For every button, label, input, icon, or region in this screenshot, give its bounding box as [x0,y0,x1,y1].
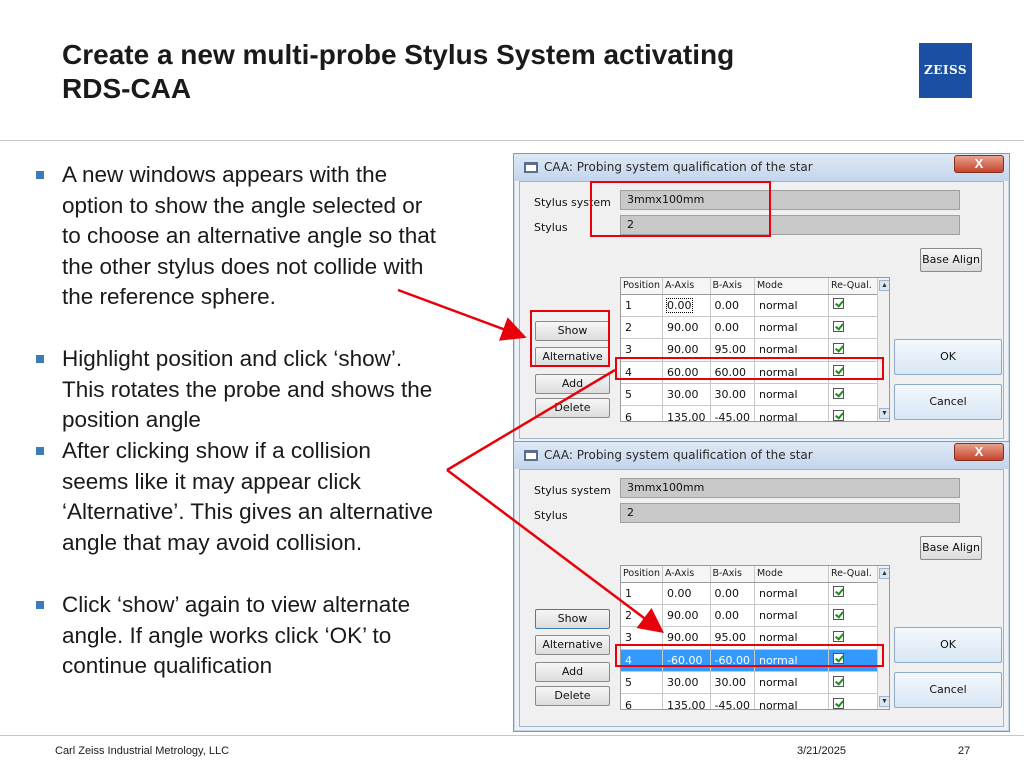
bullet-line: After clicking show if a collision [62,438,371,463]
base-align-button[interactable]: Base Align [920,536,982,560]
mode-cell: normal [754,672,828,694]
footer-date: 3/21/2025 [797,745,846,757]
base-align-button[interactable]: Base Align [920,248,982,272]
add-button[interactable]: Add [535,662,610,682]
a-axis-cell: 90.00 [663,604,711,626]
position-cell: 1 [621,582,663,604]
mode-cell: normal [754,406,828,422]
mode-cell: normal [754,694,828,710]
bullet-line: This rotates the probe and shows the [62,376,433,402]
mode-cell: normal [754,316,828,338]
cancel-button[interactable]: Cancel [894,384,1002,420]
bullet-line: A new windows appears with the [62,162,388,187]
position-cell: 3 [621,627,663,649]
a-axis-cell: 135.00 [663,406,711,422]
position-cell: 3 [621,339,663,361]
slide-title-line-1: Create a new multi-probe Stylus System activating [62,39,735,70]
mode-cell: normal [754,604,828,626]
position-cell: 5 [621,384,663,406]
column-header[interactable]: Re-Qual. [828,566,882,582]
b-axis-cell: 60.00 [710,361,754,383]
mode-cell: normal [754,339,828,361]
bullet-line: Click ‘show’ again to view alternate [62,592,411,617]
stylus-system-field[interactable]: 3mmx100mm [620,478,960,498]
bullet-line: ‘Alternative’. This gives an alternative [62,499,434,524]
b-axis-cell: -45.00 [710,406,754,422]
b-axis-cell: -45.00 [710,694,754,710]
stylus-system-label: Stylus system [534,484,611,497]
close-button[interactable]: X [954,155,1004,173]
stylus-label: Stylus [534,509,568,522]
a-axis-cell[interactable]: 0.00 [667,298,692,312]
stylus-field[interactable]: 2 [620,215,960,235]
a-axis-cell: -60.00 [663,649,711,671]
arrow-to-show-button [398,290,522,336]
bullet-line: to choose an alternative angle so that [62,223,437,248]
a-axis-cell: 90.00 [663,316,711,338]
a-axis-cell: 60.00 [663,361,711,383]
b-axis-cell: 0.00 [710,604,754,626]
position-cell: 4 [621,649,663,671]
show-button[interactable]: Show [535,609,610,629]
column-header[interactable]: Position [621,278,663,294]
mode-cell: normal [754,384,828,406]
b-axis-cell: -60.00 [710,649,754,671]
scroll-up-icon[interactable]: ▲ [879,568,890,579]
show-button[interactable]: Show [535,321,610,341]
mode-cell: normal [754,582,828,604]
column-header[interactable]: Mode [754,566,828,582]
mode-cell: normal [754,361,828,383]
bullet-line: Highlight position and click ‘show’. [62,346,403,371]
column-header[interactable]: Re-Qual. [828,278,882,294]
dialog-title: CAA: Probing system qualification of the star [544,448,813,462]
close-button[interactable]: X [954,443,1004,461]
ok-button[interactable]: OK [894,339,1002,375]
a-axis-cell: 0.00 [663,582,711,604]
bullet-line: the reference sphere. [62,284,276,309]
scroll-up-icon[interactable]: ▲ [879,280,890,291]
alternative-button[interactable]: Alternative [535,347,610,367]
delete-button[interactable]: Delete [535,398,610,418]
stylus-system-field[interactable]: 3mmx100mm [620,190,960,210]
a-axis-cell: 30.00 [663,384,711,406]
scroll-down-icon[interactable]: ▼ [879,408,890,419]
mode-cell: normal [754,627,828,649]
column-header[interactable]: A-Axis [663,566,711,582]
bullet-line: the other stylus does not collide with [62,253,424,279]
b-axis-cell: 30.00 [710,384,754,406]
scroll-down-icon[interactable]: ▼ [879,696,890,707]
b-axis-cell: 30.00 [710,672,754,694]
column-header[interactable]: A-Axis [663,278,711,294]
ok-button[interactable]: OK [894,627,1002,663]
b-axis-cell: 95.00 [710,627,754,649]
position-cell: 2 [621,604,663,626]
cancel-button[interactable]: Cancel [894,672,1002,708]
bullet-line: angle that may avoid collision. [62,529,363,555]
a-axis-cell: 90.00 [663,339,711,361]
column-header[interactable]: Mode [754,278,828,294]
b-axis-cell: 0.00 [710,294,754,316]
b-axis-cell: 95.00 [710,339,754,361]
bullet-line: angle. If angle works click ‘OK’ to [62,622,392,648]
arrow-connector-upper [447,370,615,470]
arrow-to-alternate-row [447,470,660,630]
alternative-button[interactable]: Alternative [535,635,610,655]
zeiss-logo: ZEISS [919,43,972,98]
footer-page-number: 27 [958,745,971,757]
position-cell: 2 [621,316,663,338]
dialog-title: CAA: Probing system qualification of the star [544,160,813,174]
position-cell: 4 [621,361,663,383]
bullet-line: seems like it may appear click [62,468,361,494]
position-cell: 5 [621,672,663,694]
stylus-field[interactable]: 2 [620,503,960,523]
add-button[interactable]: Add [535,374,610,394]
footer-divider [0,735,1024,736]
position-cell: 6 [621,406,663,422]
column-header[interactable]: B-Axis [710,566,754,582]
bullet-line: position angle [62,407,201,432]
footer-company: Carl Zeiss Industrial Metrology, LLC [55,745,230,757]
stylus-label: Stylus [534,221,568,234]
a-axis-cell: 135.00 [663,694,711,710]
slide-title-line-2: RDS-CAA [62,73,192,104]
b-axis-cell: 0.00 [710,316,754,338]
column-header[interactable]: B-Axis [710,278,754,294]
position-cell: 1 [621,294,663,316]
a-axis-cell: 90.00 [663,627,711,649]
a-axis-cell: 30.00 [663,672,711,694]
delete-button[interactable]: Delete [535,686,610,706]
mode-cell: normal [754,649,828,671]
position-cell: 6 [621,694,663,710]
mode-cell: normal [754,294,828,316]
b-axis-cell: 0.00 [710,582,754,604]
stylus-system-label: Stylus system [534,196,611,209]
bullet-line: option to show the angle selected or [62,192,423,218]
bullet-line: continue qualification [62,653,273,678]
column-header[interactable]: Position [621,566,663,582]
